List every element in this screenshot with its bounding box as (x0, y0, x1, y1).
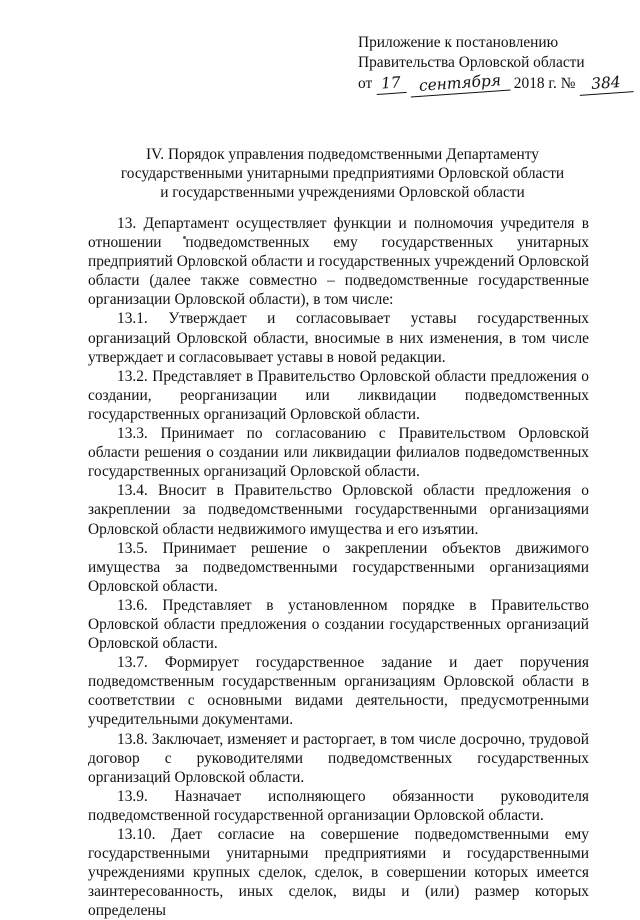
header-date-prefix: от (358, 75, 373, 92)
handwritten-number: 384 (579, 71, 634, 96)
handwritten-day: 17 (375, 72, 406, 95)
paragraph-13-4: 13.4. Вносит в Правительство Орловской области предложения о закреплении за подведомственными государственными организациями Орловской области недвижимого имущества и его изъятии. (88, 482, 589, 538)
section-title (80, 145, 605, 202)
header-year-number-label: 2018 г. № (513, 75, 576, 92)
header-line-3 (358, 71, 622, 95)
paragraph-13-1: 13.1. Утверждает и согласовывает уставы государственных организаций Орловской области, вносимые в них изменения, в том числе утверждает и согласовывает уставы в новой редакции. (88, 310, 589, 366)
header-line-1: Приложение к постановлению (358, 34, 559, 51)
paragraph-13-9: 13.9. Назначает исполняющего обязанности руководителя подведомственной государственной организации Орловской области. (88, 787, 589, 824)
title-line-1: IV. Порядок управления подведомственными Департаменту (146, 146, 539, 163)
handwritten-month: сентября (409, 70, 510, 98)
paragraph-13-10: 13.10. Дает согласие на совершение подведомственными ему государственными унитарными предприятиями и государственными учреждениями крупных сделок, сделок, в совершении которых имеется заинтересованность, иных сделок, виды и (или) размер которых определены (88, 826, 589, 920)
header-line-2: Правительства Орловской области (358, 54, 585, 71)
paragraph-13-2: 13.2. Представляет в Правительство Орловской области предложения о создании, реорганизации или ликвидации подведомственных государственных организаций Орловской области. (88, 367, 589, 423)
title-line-2: государственными унитарными предприятиями Орловской области (120, 165, 565, 182)
paragraph-13-7: 13.7. Формирует государственное задание и дает поручения подведомственным государственным организациям Орловской области в соответствии с основными видами деятельности, предусмотренными учредительными документами. (88, 654, 589, 729)
paragraph-13-5: 13.5. Принимает решение о закреплении объектов движимого имущества за подведомственными государственными организациями Орловской области. (88, 539, 589, 595)
appendix-header (358, 33, 622, 95)
paragraph-13-3: 13.3. Принимает по согласованию с Правительством Орловской области решения о создании или ликвидации филиалов подведомственных государственных организаций Орловской области. (88, 425, 589, 481)
title-line-3: и государственными учреждениями Орловской области (160, 184, 525, 201)
paragraph-13-8: 13.8. Заключает, изменяет и расторгает, в том числе досрочно, трудовой договор с руководителями подведомственных государственных организаций Орловской области. (88, 730, 589, 786)
document-body (88, 214, 589, 920)
paragraph-13-6: 13.6. Представляет в установленном порядке в Правительство Орловской области предложения о создании государственных организаций Орловской области. (88, 596, 589, 653)
paragraph-13: 13. Департамент осуществляет функции и полномочия учредителя в отношении подведомственных ему государственных унитарных предприятий Орловской области и государственных учреждений Орловской области (далее также совместно – подведомственные государственные организации Орловской области), в том числе: (88, 215, 589, 309)
